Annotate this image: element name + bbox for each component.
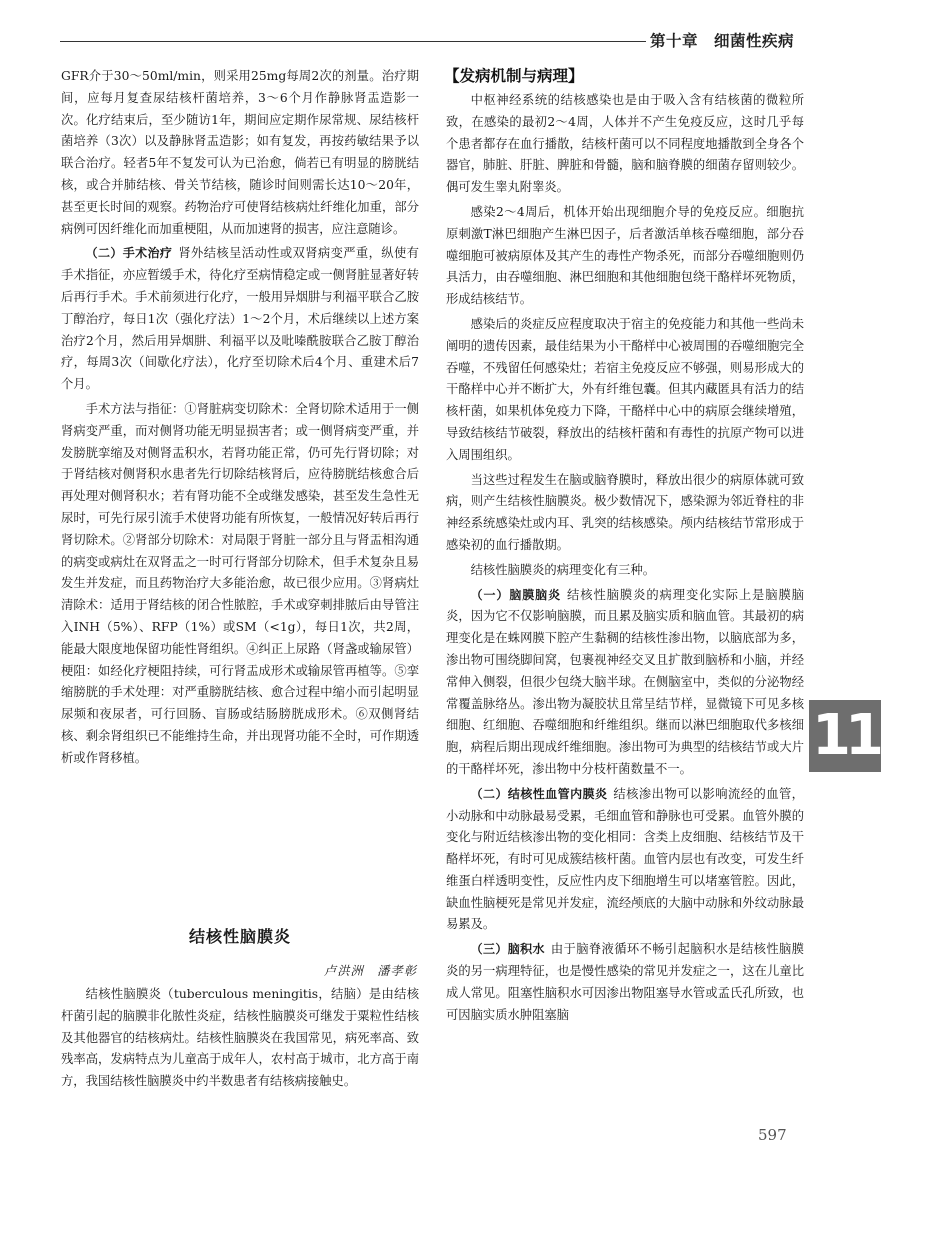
- paragraph-text: 由于脑脊液循环不畅引起脑积水是结核性脑膜炎的另一病理特征，也是慢性感染的常见并发症之一，这在儿童比成人常见。阻塞性脑积水可因渗出物阻塞导水管或孟氏孔所致，也可因脑实质水肿阻塞脑: [446, 942, 804, 1022]
- chapter-title: 第十章 细菌性疾病: [650, 32, 795, 50]
- subsection-heading: （一）脑膜脑炎: [470, 587, 562, 602]
- chapter-tab-badge: 11: [809, 700, 881, 772]
- subsection-heading: （二）结核性血管内膜炎: [470, 786, 608, 801]
- subsection-heading: （三）脑积水: [470, 942, 545, 957]
- subsection-paragraph: [446, 939, 804, 1026]
- paragraph-text: 结核渗出物可以影响流经的血管，小动脉和中动脉最易受累，毛细血管和静脉也可受累。血管外膜的变化与附近结核渗出物的变化相同：含类上皮细胞、结核结节及干酪样坏死，有时可见成簇结核杆菌。血管内层也有改变，可发生纤维蛋白样透明变性，反应性内皮下细胞增生可以堵塞管腔。因此，缺血性脑梗死是常见并发症，流经颅底的大脑中动脉和外纹动脉最易累及。: [446, 786, 804, 932]
- authors: 卢洪洲 潘孝彰: [323, 964, 417, 978]
- surgery-paragraph: [61, 243, 419, 396]
- right-column: [446, 90, 804, 1029]
- paragraph: 当这些过程发生在脑或脑脊膜时，释放出很少的病原体就可致病，则产生结核性脑膜炎。极少数情况下，感染源为邻近脊柱的非神经系统感染灶或内耳、乳突的结核感染。颅内结核结节常形成于感染初的血行播散期。: [446, 472, 804, 552]
- intro-paragraph: 结核性脑膜炎（tuberculous meningitis，结脑）是由结核杆菌引起的脑膜非化脓性炎症，结核性脑膜炎可继发于粟粒性结核及其他器官的结核病灶。结核性脑膜炎在我国常见，病死率高、致残率高，发病特点为儿童高于成年人，农村高于城市，北方高于南方，我国结核性脑膜炎中约半数患者有结核病接触史。: [61, 987, 419, 1089]
- left-column: [61, 66, 419, 773]
- paragraph: GFR介于30～50ml/min，则采用25mg每周2次的剂量。治疗期间，应每月复查尿结核杆菌培养，3～6个月作静脉肾盂造影一次。化疗结束后，至少随访1年，期间应定期作尿常规、尿结核杆菌培养（3次）以及静脉肾盂造影；如有复发，再按药敏结果予以联合治疗。轻者5年不复发可认为已治愈，倘若已有明显的膀胱结核，或合并肺结核、骨关节结核，随诊时间则需长达10～20年，甚至更长时间的观察。药物治疗可使肾结核病灶纤维化加重，部分病例可因纤维化而加重梗阻，从而加速肾的损害，应注意随诊。: [61, 69, 419, 236]
- article-title: 结核性脑膜炎: [188, 927, 291, 946]
- paragraph: 感染后的炎症反应程度取决于宿主的免疫能力和其他一些尚未阐明的遗传因素，最佳结果为小干酪样中心被周围的吞噬细胞完全吞噬，不残留任何感染灶；若宿主免疫反应不够强，则易形成大的干酪样中心并不断扩大，外有纤维包囊。但其内藏匿具有活力的结核杆菌，如果机体免疫力下降，干酪样中心中的病原会继续增殖，导致结核结节破裂，释放出的结核杆菌和有毒性的抗原产物可以进入周围组织。: [446, 316, 804, 462]
- paragraph-text: 肾外结核呈活动性或双肾病变严重，纵使有手术指征，亦应暂缓手术，待化疗至病情稳定或一侧肾脏显著好转后再行手术。手术前须进行化疗，一般用异烟肼与利福平联合乙胺丁醇治疗，每日1次（强化疗法）1～2个月，术后继续以上述方案治疗2个月，然后用异烟肼、利福平以及吡嗪酰胺联合乙胺丁醇治疗，每周3次（间歇化疗法），化疗至切除术后4个月、重建术后7个月。: [61, 246, 419, 392]
- section-title: 【发病机制与病理】: [444, 67, 584, 85]
- page-number: 597: [758, 1126, 787, 1144]
- header-rule: [60, 41, 646, 42]
- paragraph: 结核性脑膜炎的病理变化有三种。: [470, 562, 656, 577]
- article-intro-column: [61, 984, 419, 1096]
- paragraph: 中枢神经系统的结核感染也是由于吸入含有结核菌的微粒所致，在感染的最初2～4周，人体并不产生免疫反应，这时几乎每个患者都存在血行播散，结核杆菌可以不同程度地播散到全身各个器官，肺脏、肝脏、脾脏和骨髓，脑和脑脊膜的细菌存留则较少。偶可发生睾丸附睾炎。: [446, 93, 804, 195]
- subsection-paragraph: [446, 784, 804, 937]
- paragraph-text: 结核性脑膜炎的病理变化实际上是脑膜脑炎，因为它不仅影响脑膜，而且累及脑实质和脑血管。其最初的病理变化是在蛛网膜下腔产生黏稠的结核性渗出物，以脑底部为多，渗出物可围绕脚间窝，包裹视神经交叉且扩散到脑桥和小脑，并经常伸入侧裂，但很少包绕大脑半球。在侧脑室中，类似的分泌物经常覆盖脉络丛。渗出物为凝胶状且常呈结节样，显微镜下可见多核细胞、红细胞、吞噬细胞和纤维组织。继而以淋巴细胞取代多核细胞，病程后期出现成纤维细胞。渗出物可为典型的结核结节或大片的干酪样坏死，渗出物中分枝杆菌数量不一。: [446, 587, 804, 776]
- paragraph: 感染2～4周后，机体开始出现细胞介导的免疫反应。细胞抗原刺激T淋巴细胞产生淋巴因子，后者激活单核吞噬细胞，部分吞噬细胞可被病原体及其产生的毒性产物杀死，而部分吞噬细胞则仍具活力，由吞噬细胞、淋巴细胞和其他细胞包绕干酪样坏死物质，形成结核结节。: [446, 204, 804, 307]
- subsection-heading: （二）手术治疗: [85, 246, 173, 261]
- subsection-paragraph: [446, 585, 804, 781]
- paragraph: 手术方法与指征：①肾脏病变切除术：全肾切除术适用于一侧肾病变严重，而对侧肾功能无明显损害者；或一侧肾病变严重，并发膀胱挛缩及对侧肾盂积水，若肾功能正常，仍可先行肾切除；对于肾结核对侧肾积水患者先行切除结核肾后，应待膀胱结核愈合后再处理对侧肾积水；若有肾功能不全或继发感染，甚至发生急性无尿时，可先行尿引流手术使肾功能有所恢复，一般情况好转后再行肾切除术。②肾部分切除术：对局限于肾脏一部分且与肾盂相沟通的病变或病灶在双肾盂之一时可行肾部分切除术，但手术复杂且易发生并发症，而且药物治疗大多能治愈，故已很少应用。③肾病灶清除术：适用于肾结核的闭合性脓腔，手术或穿刺排脓后由导管注入INH（5%）、RFP（1%）或SM（<1g），每日1次，共2周，能最大限度地保留功能性肾组织。④纠正上尿路（肾盏或输尿管）梗阻：如经化疗梗阻持续，可行肾盂成形术或输尿管再植等。⑤挛缩膀胱的手术处理：对严重膀胱结核、愈合过程中缩小而引起明显尿频和夜尿者，可行回肠、盲肠或结肠膀胱成形术。⑥双侧肾结核、剩余肾组织已不能维持生命，并出现肾功能不全时，可作期透析或作肾移植。: [61, 401, 419, 765]
